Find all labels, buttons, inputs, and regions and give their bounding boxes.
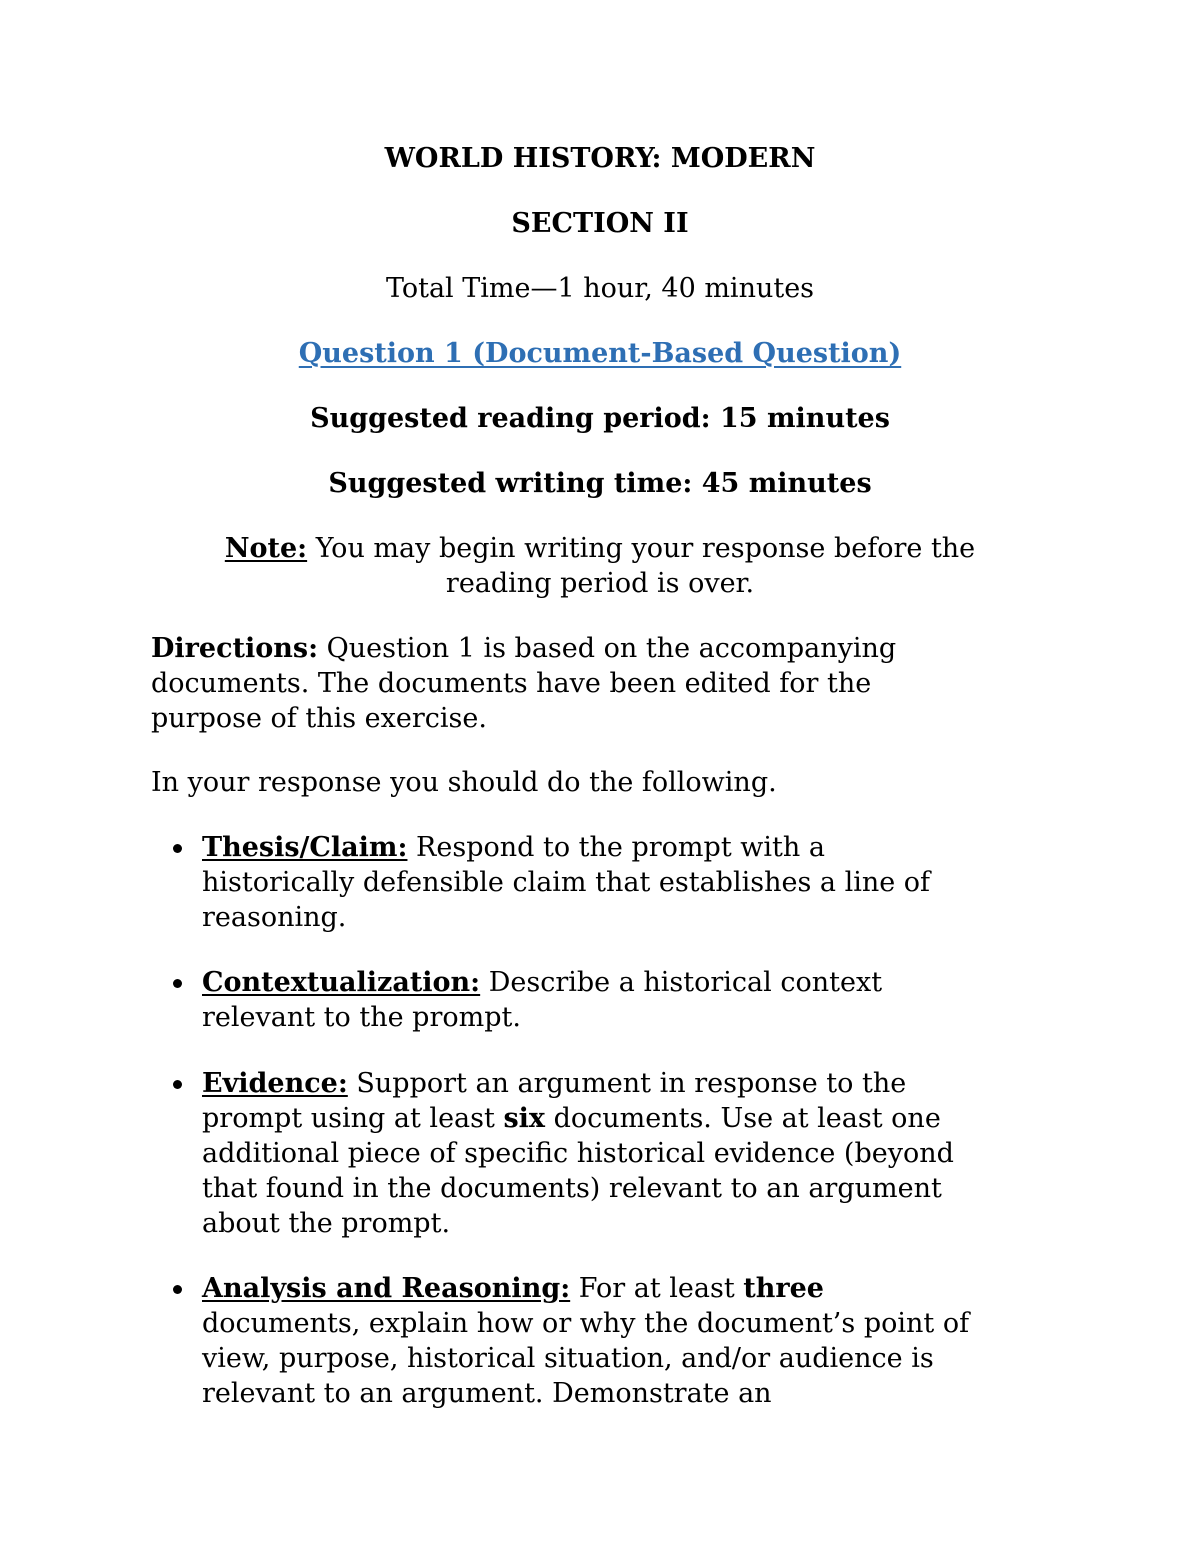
analysis-text-2: documents, explain how or why the document’s point of [202,1308,970,1339]
analysis-label: Analysis and Reasoning: [202,1273,571,1304]
evidence-text-4: that found in the documents) relevant to an argument [202,1173,942,1204]
list-item-evidence [202,1066,1062,1241]
list-item-thesis [202,830,1062,935]
bullet-icon [173,1080,182,1089]
analysis-text-3: view, purpose, historical situation, and/or audience is [202,1343,934,1374]
evidence-text-3: additional piece of specific historical evidence (beyond [202,1138,954,1169]
directions-paragraph [151,631,1051,736]
list-item-analysis [202,1271,1062,1411]
evidence-text-2a: prompt using at least [202,1103,504,1134]
contextualization-label: Contextualization: [202,967,481,998]
page-title: WORLD HISTORY: MODERN [384,143,816,174]
evidence-text-1: Support an argument in response to the [347,1068,907,1099]
intro-paragraph: In your response you should do the following. [151,767,777,798]
evidence-text-2-bold: six [503,1103,545,1134]
thesis-text-3: reasoning. [202,902,347,933]
total-time: Total Time—1 hour, 40 minutes [385,273,815,304]
thesis-text-2: historically defensible claim that establishes a line of [202,867,931,898]
evidence-label: Evidence: [202,1068,348,1099]
evidence-text-5: about the prompt. [202,1208,451,1239]
analysis-text-1a: For at least [570,1273,744,1304]
directions-text-2: documents. The documents have been edited for the [151,668,872,699]
reading-period: Suggested reading period: 15 minutes [310,403,890,434]
question-heading [0,336,1200,371]
list-item-contextualization [202,965,1062,1035]
directions-text-1: Question 1 is based on the accompanying [318,633,897,664]
note-text-1: You may begin writing your response before the [307,533,976,564]
note-text-2: reading period is over. [445,568,755,599]
bullet-icon [173,844,182,853]
note-label: Note: [224,533,308,564]
directions-text-3: purpose of this exercise. [151,703,487,734]
section-heading: SECTION II [511,208,689,239]
bullet-icon [173,1285,182,1294]
writing-time: Suggested writing time: 45 minutes [328,468,872,499]
evidence-text-2b: documents. Use at least one [545,1103,941,1134]
bullet-icon [173,979,182,988]
contextualization-text-1: Describe a historical context [480,967,883,998]
analysis-text-1-bold: three [743,1273,824,1304]
analysis-text-4: relevant to an argument. Demonstrate an [202,1378,772,1409]
contextualization-text-2: relevant to the prompt. [202,1002,521,1033]
question-link[interactable]: Question 1 (Document-Based Question) [298,338,902,369]
directions-label: Directions: [151,633,319,664]
thesis-text-1: Respond to the prompt with a [407,832,825,863]
thesis-label: Thesis/Claim: [202,832,408,863]
note-paragraph [0,531,1200,601]
